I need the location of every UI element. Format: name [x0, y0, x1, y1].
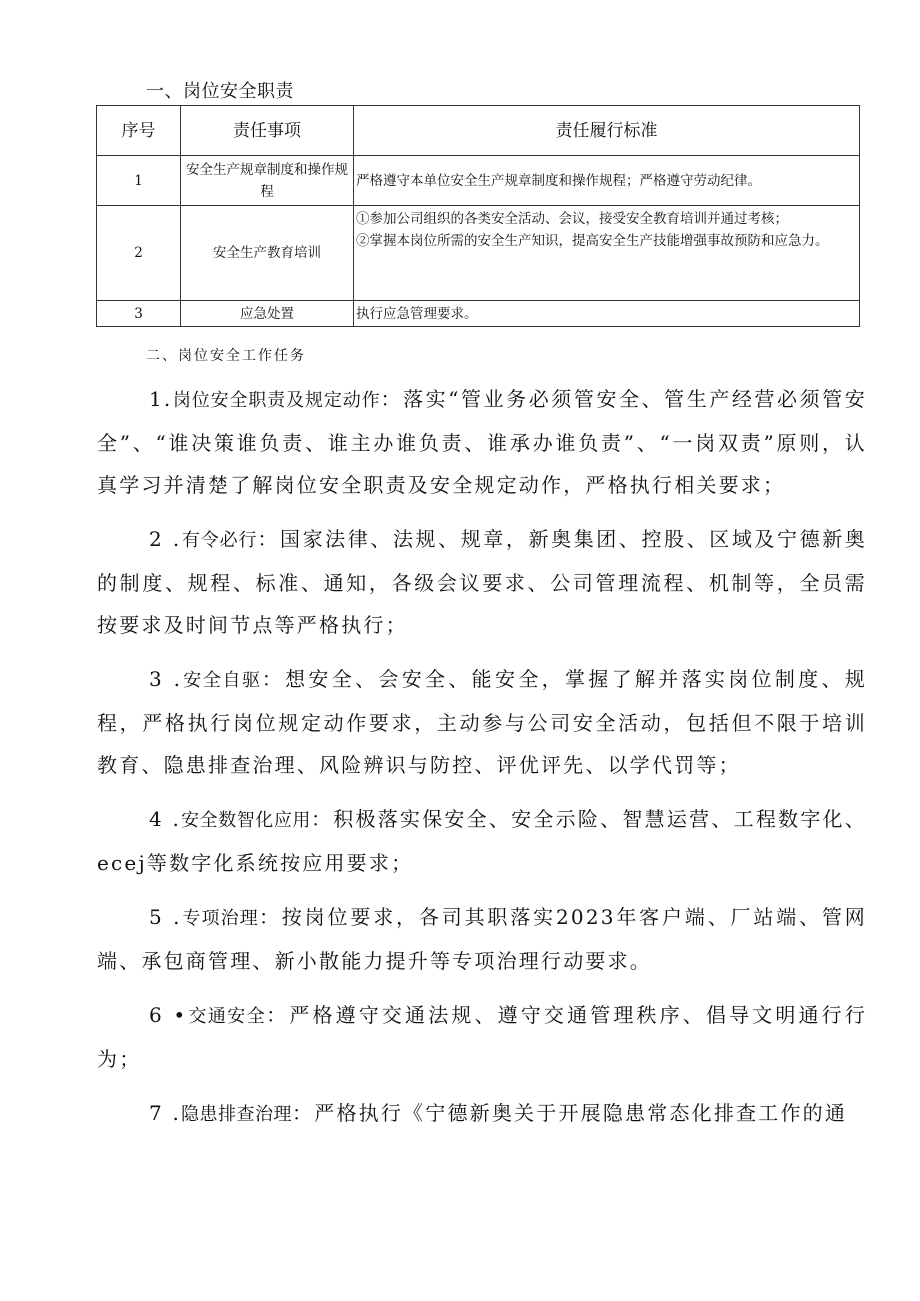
task-number: 2 . — [149, 527, 182, 551]
task-item — [97, 378, 867, 506]
task-item — [97, 658, 867, 786]
task-text: 想安全、会安全、能安全，掌握了解并落实岗位制度、规程，严格执行岗位规定动作要求，主动参与公司安全活动，包括但不限于培训教育、隐患排查治理、风险辨识与防控、评优评先、以学代罚等； — [97, 667, 868, 777]
task-title: 专项治理 — [181, 908, 259, 929]
row-index: 1 — [97, 156, 181, 206]
row-standard — [354, 156, 860, 206]
section-1-heading: 一、岗位安全职责 — [146, 81, 294, 102]
standard-line: 执行应急管理要求。 — [356, 305, 478, 322]
header-standard: 责任履行标准 — [354, 106, 860, 156]
task-text: 积极落实保安全、安全示险、智慧运营、工程数字化、ecej等数字化系统按应用要求； — [97, 807, 868, 875]
table-header-row — [97, 106, 860, 156]
row-item: 应急处置 — [181, 301, 354, 327]
standard-line: ②掌握本岗位所需的安全生产知识，提高安全生产技能增强事故预防和应急力。 — [356, 233, 829, 249]
task-text: 国家法律、法规、规章，新奥集团、控股、区域及宁德新奥的制度、规程、标准、通知，各级会议要求、公司管理流程、机制等，全员需按要求及时间节点等严格执行； — [97, 527, 868, 637]
task-separator: ： — [292, 1101, 315, 1125]
task-number: 4 . — [149, 807, 182, 831]
task-separator: ： — [257, 527, 280, 551]
task-number: 1. — [149, 387, 173, 411]
task-title: 安全自驱 — [182, 670, 262, 691]
task-item — [97, 798, 867, 884]
row-item: 安全生产教育培训 — [181, 206, 354, 301]
row-index: 2 — [97, 206, 181, 301]
task-title: 交通安全 — [187, 1006, 267, 1027]
task-list — [97, 378, 867, 1136]
task-separator: ： — [266, 1003, 290, 1027]
task-number: 3 . — [149, 667, 183, 691]
duty-table — [96, 105, 860, 327]
header-index: 序号 — [97, 106, 181, 156]
task-title: 隐患排查治理 — [181, 1104, 293, 1125]
standard-line: 严格遵守本单位安全生产规章制度和操作规程；严格遵守劳动纪律。 — [356, 172, 761, 189]
section-2-heading: 二、岗位安全工作任务 — [146, 348, 306, 364]
task-item — [97, 896, 867, 982]
task-item — [97, 1092, 867, 1136]
task-separator: ： — [310, 807, 334, 831]
row-item: 安全生产规章制度和操作规程 — [181, 156, 354, 206]
task-separator: ： — [258, 905, 282, 929]
task-number: 6 • — [149, 1003, 188, 1027]
standard-line: ①参加公司组织的各类安全活动、会议，接受安全教育培训并通过考核； — [356, 211, 788, 227]
task-title: 有令必行 — [181, 530, 258, 551]
task-text: 按岗位要求，各司其职落实2023年客户端、厂站端、管网端、承包商管理、新小散能力提升等专项治理行动要求。 — [97, 905, 867, 973]
task-text: 落实“管业务必须管安全、管生产经营必须管安全”、“谁决策谁负责、谁主办谁负责、谁承办谁负责”、“一岗双责”原则，认真学习并清楚了解岗位安全职责及安全规定动作，严格执行相关要求； — [97, 387, 867, 497]
task-item — [97, 518, 867, 646]
task-number: 7 . — [149, 1101, 182, 1125]
row-index: 3 — [97, 301, 181, 327]
task-text: 严格遵守交通法规、遵守交通管理秩序、倡导文明通行行为； — [97, 1003, 868, 1071]
table-row — [97, 206, 860, 301]
header-item: 责任事项 — [181, 106, 354, 156]
task-text: 严格执行《宁德新奥关于开展隐患常态化排查工作的通 — [314, 1101, 848, 1125]
task-title: 岗位安全职责及规定动作 — [172, 390, 381, 411]
row-standard — [354, 301, 860, 327]
task-title: 安全数智化应用 — [181, 810, 311, 831]
task-separator: ： — [380, 387, 404, 411]
task-number: 5 . — [149, 905, 182, 929]
row-standard — [354, 206, 860, 301]
task-separator: ： — [261, 667, 286, 691]
task-item — [97, 994, 867, 1080]
table-row — [97, 301, 860, 327]
table-row — [97, 156, 860, 206]
